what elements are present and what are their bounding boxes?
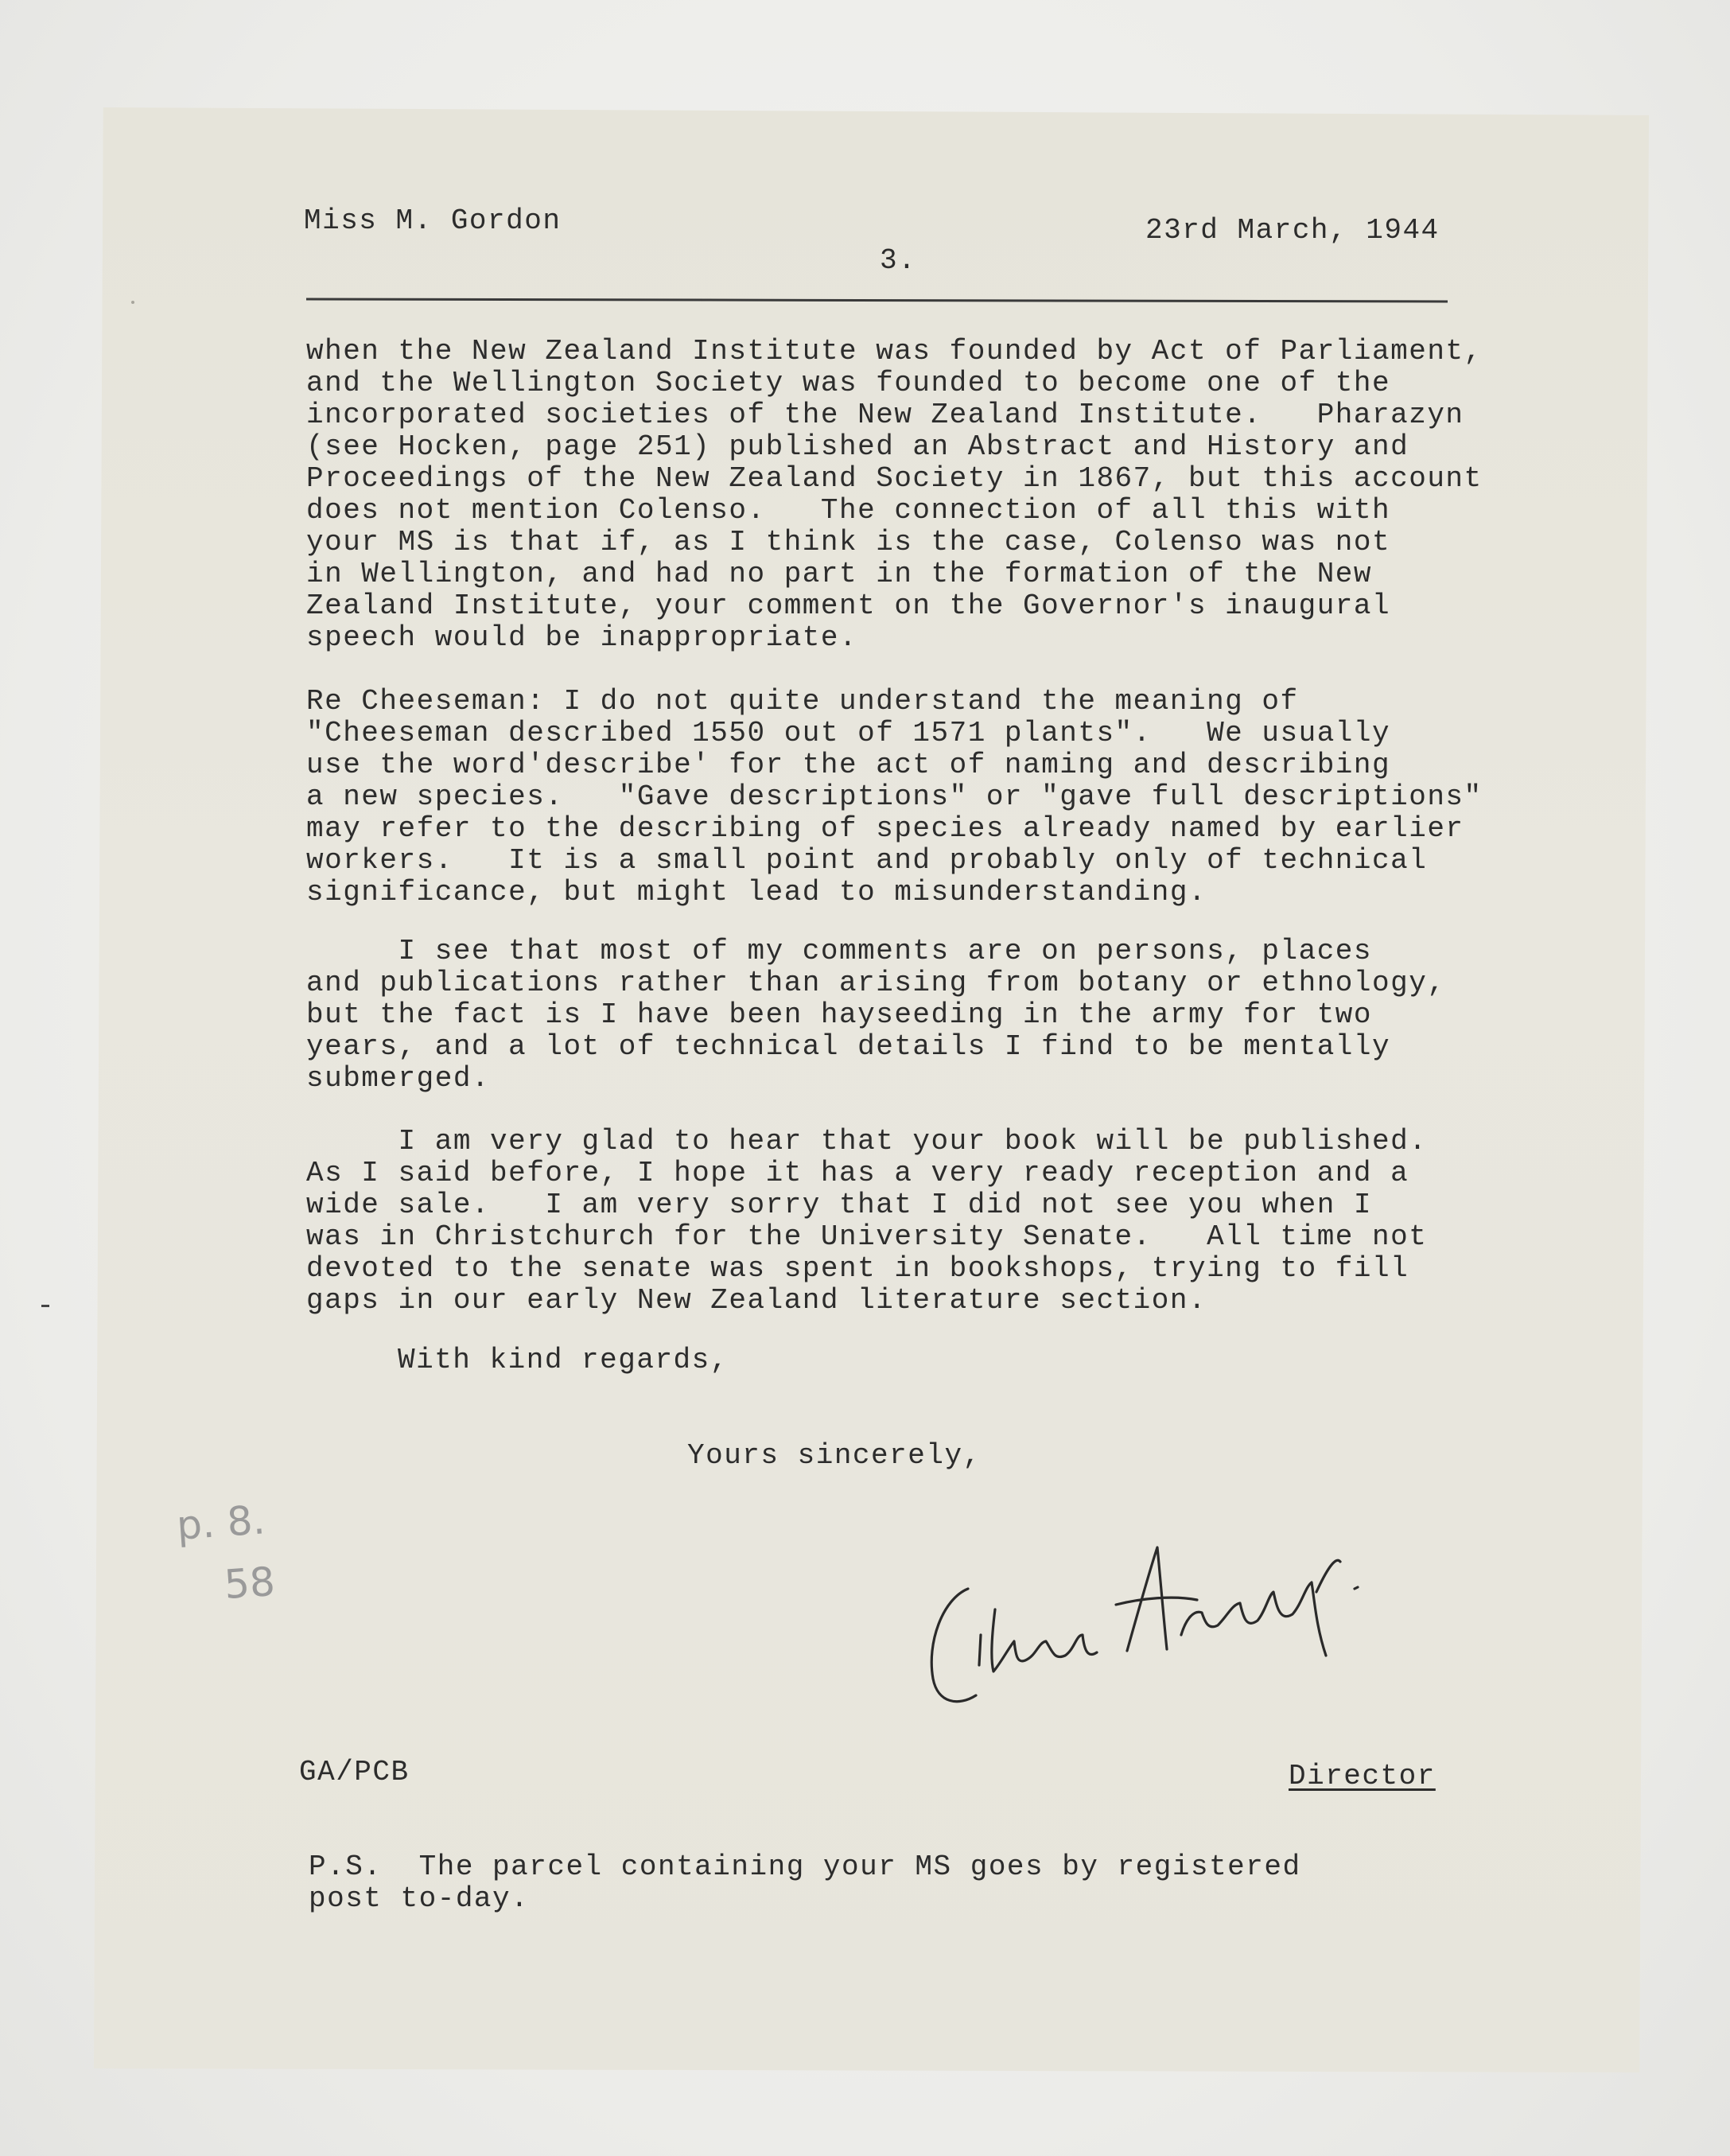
pencil-annotation-page: p. 8. [175, 1496, 267, 1549]
margin-mark [41, 1305, 49, 1307]
closing-line: With kind regards, [398, 1344, 729, 1376]
signatory-title: Director [1289, 1760, 1436, 1792]
signature-stroke-a [1116, 1547, 1197, 1651]
page-number: 3. [880, 244, 917, 277]
signature-stroke-ilbert [979, 1609, 1097, 1671]
pencil-annotation-number: 58 [223, 1558, 277, 1609]
handwritten-signature [919, 1516, 1396, 1722]
valediction: Yours sincerely, [687, 1439, 982, 1472]
postscript: P.S. The parcel containing your MS goes by registered post to-day. [309, 1851, 1301, 1915]
paper-speck [131, 301, 134, 304]
signature-stroke-dot [1355, 1587, 1358, 1589]
signature-stroke-g [931, 1589, 976, 1702]
recipient-name: Miss M. Gordon [304, 204, 562, 237]
reference-initials: GA/PCB [299, 1756, 410, 1788]
signature-stroke-rchey [1181, 1560, 1340, 1656]
body-paragraph-cheeseman: Re Cheeseman: I do not quite understand the meaning of "Cheeseman described 1550 out of 1571 plants". We usually use the word'describe' for the act of naming and describing a new species. "Gave descriptions" or "gave full descriptions" may refer to the describing of species already named by earlier workers. It is a small point and probably only of technical significance, but might lead to misunderstanding. [306, 685, 1483, 909]
body-paragraph-publication: I am very glad to hear that your book will be published. As I said before, I hope it has a very ready reception and a wide sale. I am very sorry that I did not see you when I was in Christchurch for the University Senate. All time not devoted to the senate was spent in bookshops, trying to fill gaps in our early New Zealand literature section. [306, 1125, 1428, 1317]
letter-date: 23rd March, 1944 [1145, 214, 1440, 247]
body-paragraph-institute: when the New Zealand Institute was founded by Act of Parliament, and the Wellington Society was founded to become one of the incorporated societies of the New Zealand Institute. Pharazyn (see Hocken, page 251) published an Abstract and History and Proceedings of the New Zealand Society in 1867, but this account does not mention Colenso. The connection of all this with your MS is that if, as I think is the case, Colenso was not in Wellington, and had no part in the formation of the New Zealand Institute, your comment on the Governor's inaugural speech would be inappropriate. [306, 335, 1483, 654]
body-paragraph-comments: I see that most of my comments are on persons, places and publications rather than arising from botany or ethnology, but the fact is I have been hayseeding in the army for two years, and a lot of technical details I find to be mentally submerged. [306, 935, 1446, 1095]
